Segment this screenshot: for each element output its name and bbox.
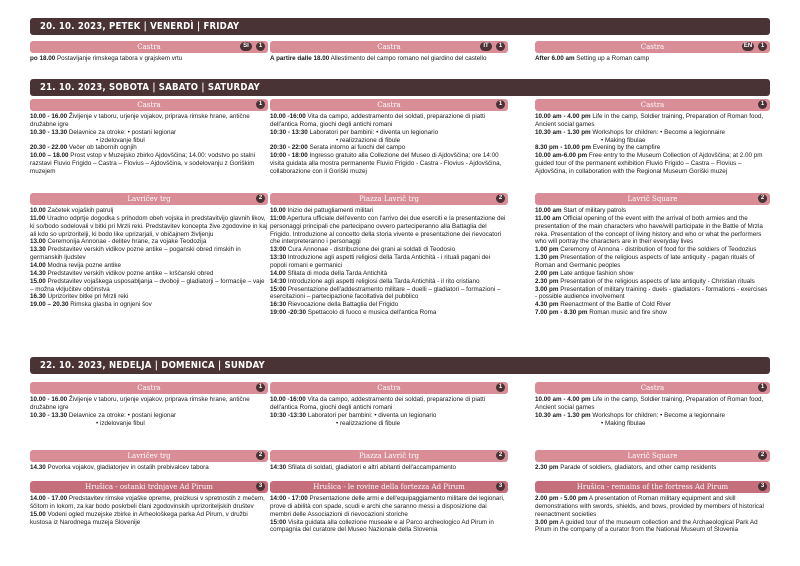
schedule-line: 14.30 Predstavitev verskih vidikov pozne antike – krščanski obred	[30, 269, 214, 277]
section-title-bar: Lavrič Square 2	[535, 450, 770, 462]
column-it	[270, 99, 508, 176]
section-title-bar: Lavričev trg 2	[30, 193, 268, 205]
schedule-line: 1.00 pm Ceremony of Annona - distribution of food for the soldiers of Teodozius	[535, 246, 757, 254]
schedule-line: 10.00 am - 4.00 pm Life in the camp, Soldier training, Preparation of Roman food, Ancient social games	[535, 396, 764, 411]
schedule-line: 16:30 Rievocazione della Battaglia del Frigido	[270, 301, 399, 309]
section-title-bar: Castra 1	[535, 382, 770, 394]
schedule-line: 13:00 Cura Annonae - distribuzione dei grani ai soldati di Teodosio	[270, 246, 456, 254]
schedule-line: 15.00 Vodeni ogled muzejske zbirke in Arheološkega parka Ad Pirum, v družbi kustosa iz Narodnega muzeja Slovenije	[30, 510, 248, 526]
language-badge: IT	[480, 42, 492, 51]
section-title-bar: Hrušica - ostanki trdnjave Ad Pirum 3	[30, 481, 268, 493]
section-title-bar: Piazza Lavrič trg 2	[270, 193, 508, 205]
section-title-bar: Castra 1	[270, 382, 508, 394]
schedule-line: A partire dalle 18.00 Allestimento del campo romano nel giardino del castello	[270, 55, 487, 62]
location-number-badge: 1	[256, 100, 265, 109]
schedule-line: 20:30 - 22:00 Serata intorno ai fuochi del campo	[270, 144, 406, 152]
schedule-line: 10:30 - 13:30 Laboratori per bambini: • diventa un legionario	[270, 128, 439, 136]
day-friday	[30, 18, 770, 62]
schedule-line: 8.30 pm - 10.00 pm Evening by the campfire	[535, 144, 661, 152]
schedule-line: 11.00 Uradno odprtje dogodka s prihodom obeh vojska in predstavitvijo glavnih likov, ki so/bodo sodelovali v bitki pri Mrzli reki. Predstavitev koncepta žive zgodovine in kaj ali kdo so uprizoritelji, ki bodo like uprizarjali, v običajnem življenju	[30, 214, 268, 238]
column-it	[270, 193, 508, 317]
schedule-line: 3.00 pm A guided tour of the museum collection and the Archaeological Park Ad Pirum in the company of a curator from the National Museum of Slovenia	[535, 518, 758, 534]
schedule-line: 13.00 Ceremonija Annonae - delitev hrane, za vojake Teodozija	[30, 238, 207, 246]
schedule-line: 14:30 Introduzione agli aspetti religiosi della Tarda Antichità - il rito cristiano	[270, 277, 480, 285]
schedule-line: 2.30 pm Parade of soldiers, gladiators, and other camp residents	[535, 464, 717, 471]
schedule-line: po 18.00 Postavljanje rimskega tabora v grajskem vrtu	[30, 55, 183, 62]
section-title-bar: Piazza Lavrič trg 2	[270, 450, 508, 462]
schedule-line: 15.00 Predstavitev vojaškega usposabljanja – dvoboji – gladiatorji – formacije – vaje – možna vključitev občinstva	[30, 277, 265, 293]
column-it	[270, 41, 508, 63]
column-sl	[30, 193, 268, 309]
schedule-line: 10.00 - 16.00 Življenje v taboru, urjenje vojakov, priprava rimske hrane, antične družabne igre	[30, 396, 250, 411]
location-number-badge: 2	[496, 194, 505, 203]
schedule-line: 4.30 pm Reenactment of the Battle of Cold River	[535, 301, 672, 309]
column-en	[535, 382, 770, 427]
schedule-line: • Making fibulae	[601, 136, 646, 144]
schedule-line: 13:30 Introduzione agli aspetti religiosi della Tarda Antichità - i rituali pagani dei popoli romani e germanici	[270, 254, 491, 270]
schedule-line: 14:30 Sfilata di soldati, gladiatori e altri abitanti dell'accampamento	[270, 464, 457, 471]
schedule-line: 10.30 am - 1.30 pm Workshops for children: • Become a legionnaire	[535, 128, 726, 136]
schedule-line: 14.00 Sfilata di moda della Tarda Antichità	[270, 269, 388, 277]
column-sl	[30, 481, 268, 526]
schedule-line: 10.00 am - 4.00 pm Life in the camp, Soldier training, Preparation of Roman food, Ancient social games	[535, 113, 764, 128]
schedule-line: 20.30 - 22.00 Večer ob tabornih ognjih	[30, 144, 137, 152]
language-badge: SI	[240, 42, 252, 51]
location-number-badge: 1	[496, 383, 505, 392]
schedule-line: 2.30 pm Presentation of the religious aspects of late antiquity - Christian rituals	[535, 277, 755, 285]
location-number-badge: 1	[758, 42, 767, 51]
schedule-line: 10.00 – 18.00 Prost vstop v Muzejsko zbirko Ajdovščina; 14.00: vodstvo po stalni razstavi Fluvio Frigido – Castra – Flovius – Ajdovščina, v sodelovanju z Goriškim muzejem	[30, 152, 256, 176]
section-title-bar: Castra 1	[30, 99, 268, 111]
day-header: 21. 10. 2023, SOBOTA | SABATO | SATURDAY	[30, 79, 770, 96]
location-number-badge: 2	[256, 451, 265, 460]
column-en	[535, 450, 770, 472]
location-number-badge: 1	[758, 100, 767, 109]
schedule-line: 10.30 am - 1.30 pm Workshops for children: • Become a legionnaire	[535, 411, 726, 419]
schedule-line: • Making fibulae	[601, 419, 646, 427]
schedule-line: 10.00 am-6.00 pm Free entry to the Museum Collection of Ajdovščina; at 2.00 pm guided tour of the permanent exhibition Fluvio Frigido – Castra – Flovius – Ajdovščina, in collaboration with the Regional Museum Goriški muzej	[535, 152, 763, 176]
section-title-bar: Castra 1	[270, 99, 508, 111]
schedule-line: 10.00 Začetek vojaških patrulj	[30, 207, 114, 214]
column-it	[270, 481, 508, 534]
column-en	[535, 193, 770, 317]
schedule-line: 10:00 - 18:00 Ingresso gratuito alla Collezione del Museo di Ajdovščina; ore 14:00 visita guidata alla mostra permanente Fluvio Frigido - Castra - Flovius - Ajdovščina, collaborazione con il Goriški muzej	[270, 152, 502, 176]
schedule-line: 10.00 am Start of military patrols	[535, 207, 626, 214]
schedule-line: 11:00 Apertura ufficiale dell'evento con l'arrivo dei due eserciti e la presentazione dei personaggi principali che partecipano ovvero parteciperanno alla Battaglia del Frigido. Introduzione al concetto della storia vivente e presentazione dei rievocatori che interpreteranno i personaggi	[270, 214, 506, 246]
column-sl	[30, 41, 268, 63]
location-number-badge: 3	[496, 482, 505, 491]
location-number-badge: 1	[758, 383, 767, 392]
schedule-line: 7.00 pm - 8.30 pm Roman music and fire show	[535, 309, 667, 317]
schedule-line: 14.00 Modna revija pozne antike	[30, 262, 122, 270]
section-title-bar: Castra 1	[535, 99, 770, 111]
schedule-line: 10.30 - 13.30 Delavnice za otroke: • postani legionar	[30, 128, 177, 136]
column-en	[535, 481, 770, 534]
day-saturday	[30, 79, 770, 96]
column-en	[535, 99, 770, 176]
section-title-bar: Lavričev trg 2	[30, 450, 268, 462]
schedule-line: 13.30 Predstavitev verskih vidikov pozne antike – poganski obred rimskih in germanskih ljudstev	[30, 246, 241, 262]
day-header: 20. 10. 2023, PETEK | VENERDÌ | FRIDAY	[30, 18, 770, 35]
schedule-line: 15:00 Presentazione dell'addestramento militare – duelli – gladiatori – formazioni – esercitazioni – partecipazione facoltativa del pubblico	[270, 285, 501, 301]
location-number-badge: 2	[496, 451, 505, 460]
location-number-badge: 1	[256, 42, 265, 51]
section-title-bar: Hrušica - le rovine della fortezza Ad Pirum 3	[270, 481, 508, 493]
location-number-badge: 3	[256, 482, 265, 491]
section-title-bar: Lavrič Square 2	[535, 193, 770, 205]
section-title-bar: Castra 1	[30, 382, 268, 394]
column-sl	[30, 382, 268, 427]
column-it	[270, 382, 508, 427]
schedule-line: • izdelovanje fibul	[96, 419, 145, 427]
schedule-line: 2.00 pm - 5.00 pm A presentation of Roman military equipment and skill demonstrations with swords, shields, and bows, provided by members of historical reenactment societies	[535, 495, 764, 518]
schedule-line: 3.00 pm Presentation of military training - duels - gladiators - formations - exercises - possible audience involvement	[535, 285, 768, 301]
location-number-badge: 2	[758, 194, 767, 203]
section-title-bar: Hrušica - remains of the fortress Ad Pirum 3	[535, 481, 770, 493]
schedule-line: 14:00 - 17:00 Presentazione delle armi e dell'equipaggiamento militare dei legionari, prove di abilità con spade, scudi e archi che saranno messi a disposizione dai membri delle Associazioni di rievocazioni storiche	[270, 495, 505, 518]
schedule-line: After 6.00 am Setting up a Roman camp	[535, 55, 650, 62]
column-sl	[30, 450, 268, 472]
schedule-line: 15:00 Visita guidata alla collezione museale e al Parco archeologico Ad Pirum in compagnia del curatore del Museo Nazionale della Slovenia	[270, 518, 494, 534]
schedule-line: 11.00 am Official opening of the event with the arrival of both armies and the presentation of the main characters who have/will participate in the Battle of Mrzla reka. Presentation of the concept of living history and who or what the performers who will portray the characters are in their everyday lives	[535, 214, 763, 246]
location-number-badge: 3	[758, 482, 767, 491]
column-it	[270, 450, 508, 472]
schedule-line: 14.30 Povorka vojakov, gladiatorjev in ostalih prebivalcev tabora	[30, 464, 209, 471]
schedule-line: 10.00 Inizio dei pattugliamenti militari	[270, 207, 374, 214]
language-badge: EN	[743, 43, 753, 49]
day-header: 22. 10. 2023, NEDELJA | DOMENICA | SUNDAY	[30, 357, 770, 374]
schedule-line: 10.00 -16:00 Vita da campo, addestramento dei soldati, preparazione di piatti dell'antica Roma, giochi degli antichi romani	[270, 113, 486, 128]
schedule-line: • izdelovanje fibul	[96, 136, 145, 144]
schedule-line: 2.00 pm Late antique fashion show	[535, 269, 634, 277]
column-en	[535, 41, 770, 63]
location-number-badge: 1	[256, 383, 265, 392]
schedule-line: 1.30 pm Presentation of the religious aspects of late antiquity - pagan rituals of Roman and Germanic peoples	[535, 254, 755, 270]
section-title-bar: Castra IT 1	[270, 41, 508, 53]
day-sunday	[30, 357, 770, 374]
location-number-badge: 1	[496, 100, 505, 109]
schedule-line: 10.00 - 16.00 Življenje v taboru, urjenje vojakov, priprava rimske hrane, antične družabne igre	[30, 113, 250, 128]
location-number-badge: 2	[758, 451, 767, 460]
schedule-line: 19:00 -20:30 Spettacolo di fuoco e musica dell'antica Roma	[270, 309, 437, 317]
location-number-badge: 1	[496, 42, 505, 51]
section-title-bar: Castra EN 1	[535, 41, 770, 53]
schedule-line: 16.30 Uprizoritev bitke pri Mrzli reki	[30, 293, 129, 301]
schedule-line: 10.00 -16:00 Vita da campo, addestramento dei soldati, preparazione di piatti dell'antica Roma, giochi degli antichi romani	[270, 396, 486, 411]
schedule-line: • realizzazione di fibule	[336, 136, 401, 144]
schedule-line: 19.00 – 20.30 Rimska glasba in ognjeni šov	[30, 301, 152, 309]
section-title-bar: Castra SI 1	[30, 41, 268, 53]
location-number-badge: 2	[256, 194, 265, 203]
schedule-line: 10.30 - 13.30 Delavnice za otroke: • postani legionar	[30, 411, 177, 419]
schedule-line: 10:30 -13:30 Laboratori per bambini: • diventa un legionario	[270, 411, 437, 419]
schedule-line: 14.00 - 17.00 Predstavitev rimske vojaške opreme, preizkusi v spretnostih z mečem, ščitom in lokom, za kar bodo poskrbeli člani zgodovinskih uprizoriteljskih društev	[30, 495, 265, 510]
column-sl	[30, 99, 268, 176]
schedule-line: • realizzazione di fibule	[336, 419, 401, 427]
